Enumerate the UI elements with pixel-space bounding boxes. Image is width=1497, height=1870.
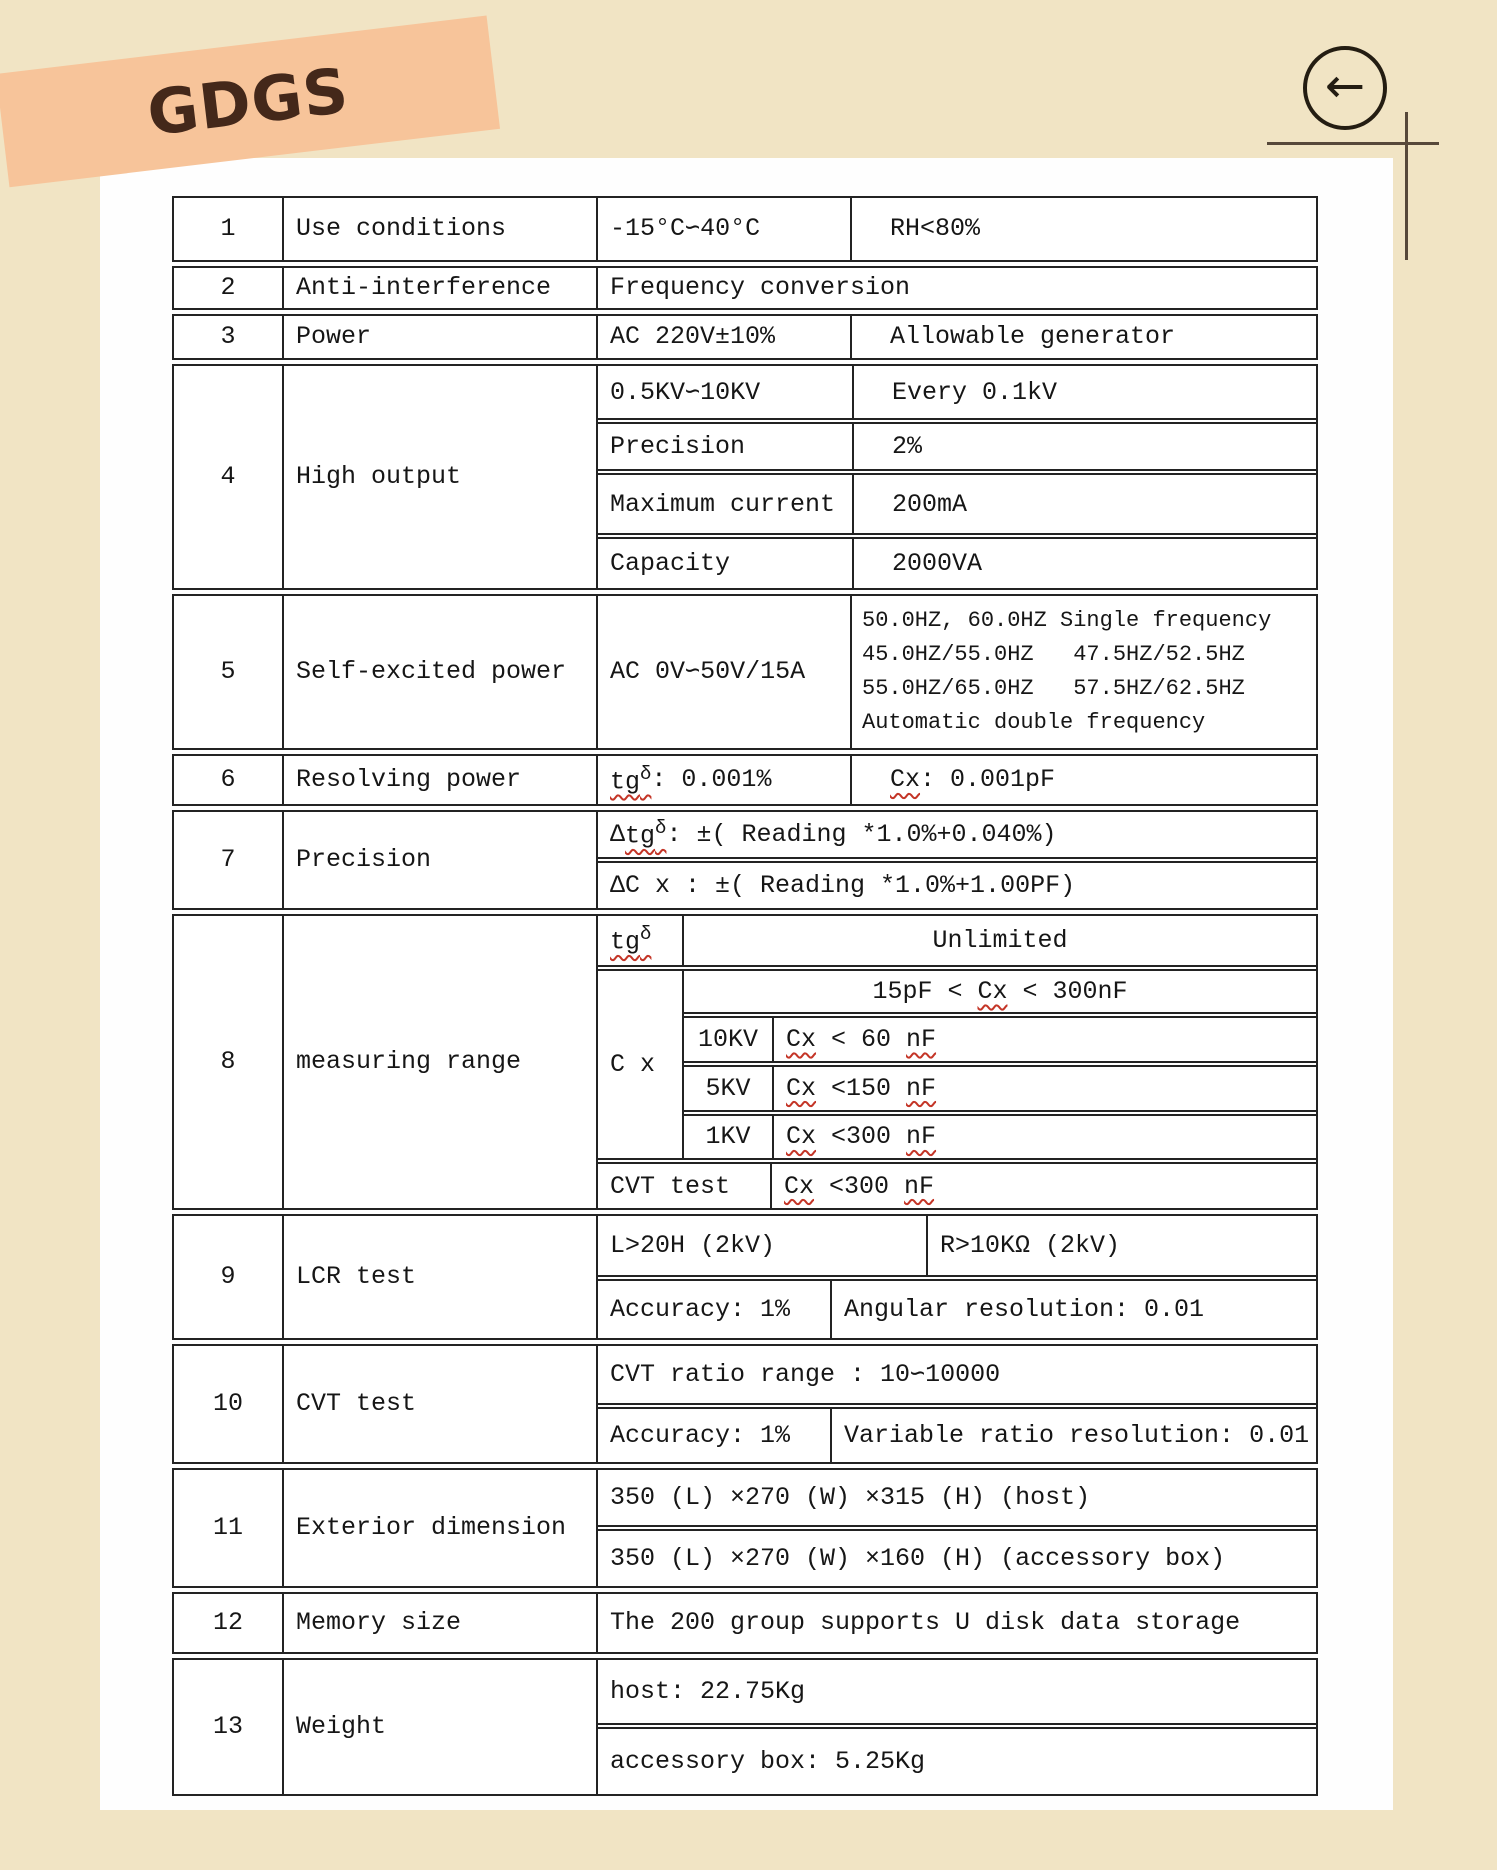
row10-accuracy: Accuracy: 1% bbox=[610, 1420, 791, 1450]
row-high-output bbox=[172, 364, 1318, 590]
row11-host-dimension: 350 (L) ×270 (W) ×315 (H) (host) bbox=[610, 1482, 1091, 1512]
row13-number: 13 bbox=[212, 1712, 243, 1742]
row9-accuracy: Accuracy: 1% bbox=[610, 1294, 791, 1324]
row4-current-value: 200mA bbox=[852, 475, 1316, 533]
row-weight bbox=[172, 1658, 1318, 1796]
row4-precision-value: 2% bbox=[852, 424, 1316, 469]
row1-humidity: RH<80% bbox=[850, 198, 1316, 260]
row10-number: 10 bbox=[212, 1389, 243, 1419]
row13-host-weight: host: 22.75Kg bbox=[610, 1676, 806, 1706]
row8-cx-overall-range: 15pF < Cx < 300nF bbox=[872, 977, 1128, 1007]
row3-supply: AC 220V±10% bbox=[596, 316, 850, 358]
row-memory-size bbox=[172, 1592, 1318, 1654]
row9-label: LCR test bbox=[282, 1216, 596, 1338]
back-arrow-icon: ← bbox=[1324, 58, 1366, 114]
row1-temperature: -15°C∽40°C bbox=[596, 198, 850, 260]
row8-number: 8 bbox=[220, 1047, 236, 1077]
row8-cvt-key: CVT test bbox=[610, 1171, 731, 1201]
row12-value: The 200 group supports U disk data storage bbox=[596, 1594, 1316, 1652]
row4-current-key: Maximum current bbox=[610, 489, 836, 519]
row11-subrows bbox=[596, 1470, 1316, 1586]
row4-capacity-value: 2000VA bbox=[852, 539, 1316, 588]
row10-label: CVT test bbox=[282, 1346, 596, 1462]
row10-ratio-range: CVT ratio range : 10∽10000 bbox=[610, 1359, 1001, 1389]
row1-number: 1 bbox=[220, 214, 236, 244]
row5-frequency-line4: Automatic double frequency bbox=[862, 710, 1206, 736]
row4-subrows bbox=[596, 366, 1316, 588]
row8-5kv-key: 5KV bbox=[705, 1073, 751, 1103]
row8-cvt-value: Cx <300 nF bbox=[770, 1164, 1316, 1208]
row4-precision-key: Precision bbox=[610, 432, 746, 462]
row5-frequency-line1: 50.0HZ, 60.0HZ Single frequency bbox=[862, 608, 1272, 634]
row2-label: Anti-interference bbox=[282, 268, 596, 308]
row5-frequency-line3: 55.0HZ/65.0HZ 57.5HZ/62.5HZ bbox=[862, 676, 1245, 702]
crosshair-vertical-line bbox=[1405, 112, 1408, 260]
row-lcr-test bbox=[172, 1214, 1318, 1340]
row7-cx-precision: ΔC x : ±( Reading *1.0%+1.00PF) bbox=[610, 870, 1076, 900]
row6-number: 6 bbox=[220, 765, 236, 795]
row7-tg-precision: Δ $tg^\delta$ : ±( Reading *1.0%+0.040%) bbox=[610, 817, 1057, 851]
row-power bbox=[172, 314, 1318, 360]
row5-frequency-list bbox=[850, 596, 1316, 748]
row11-number: 11 bbox=[212, 1513, 243, 1543]
row5-label: Self-excited power bbox=[282, 596, 596, 748]
row8-cx-subrows bbox=[682, 971, 1316, 1158]
row5-supply: AC 0V∽50V/15A bbox=[596, 596, 850, 748]
row8-subrows bbox=[596, 916, 1316, 1208]
page-title: GDGS bbox=[143, 53, 353, 150]
row6-label: Resolving power bbox=[282, 756, 596, 804]
row4-range-key: 0.5KV∽10KV bbox=[610, 377, 761, 407]
row13-subrows bbox=[596, 1660, 1316, 1794]
row-measuring-range bbox=[172, 914, 1318, 1210]
row3-note: Allowable generator bbox=[850, 316, 1316, 358]
row1-label: Use conditions bbox=[282, 198, 596, 260]
row-precision bbox=[172, 810, 1318, 910]
row7-number: 7 bbox=[220, 845, 236, 875]
row2-value: Frequency conversion bbox=[596, 268, 1316, 308]
row10-ratio-resolution: Variable ratio resolution: 0.01 bbox=[830, 1409, 1316, 1462]
row2-number: 2 bbox=[220, 273, 236, 303]
row9-inductance: L>20H (2kV) bbox=[610, 1230, 776, 1260]
spec-table bbox=[172, 196, 1318, 1796]
row8-10kv-key: 10KV bbox=[697, 1024, 758, 1054]
row12-label: Memory size bbox=[282, 1594, 596, 1652]
row11-accessory-dimension: 350 (L) ×270 (W) ×160 (H) (accessory box) bbox=[610, 1543, 1226, 1573]
row8-cx-key: C x bbox=[610, 1050, 656, 1080]
row3-label: Power bbox=[282, 316, 596, 358]
row13-accessory-weight: accessory box: 5.25Kg bbox=[610, 1746, 926, 1776]
row8-label: measuring range bbox=[282, 916, 596, 1208]
row4-capacity-key: Capacity bbox=[610, 549, 731, 578]
row6-cx-resolution: Cx : 0.001pF bbox=[850, 756, 1316, 804]
row13-label: Weight bbox=[282, 1660, 596, 1794]
row9-subrows bbox=[596, 1216, 1316, 1338]
row7-label: Precision bbox=[282, 812, 596, 908]
row7-subrows bbox=[596, 812, 1316, 908]
back-button[interactable] bbox=[1303, 46, 1387, 130]
row-cvt-test bbox=[172, 1344, 1318, 1464]
row-use-conditions bbox=[172, 196, 1318, 262]
row8-10kv-value: Cx < 60 nF bbox=[772, 1018, 1316, 1061]
row8-1kv-key: 1KV bbox=[705, 1122, 751, 1152]
row11-label: Exterior dimension bbox=[282, 1470, 596, 1586]
row10-subrows bbox=[596, 1346, 1316, 1462]
row-anti-interference bbox=[172, 266, 1318, 310]
row3-number: 3 bbox=[220, 322, 236, 352]
row4-number: 4 bbox=[220, 462, 236, 492]
crosshair-horizontal-line bbox=[1267, 142, 1439, 145]
row8-tg-value: Unlimited bbox=[682, 916, 1316, 965]
row8-tg-key: $tg^\delta$ bbox=[610, 923, 652, 957]
row8-5kv-value: Cx <150 nF bbox=[772, 1067, 1316, 1110]
row8-1kv-value: Cx <300 nF bbox=[772, 1116, 1316, 1159]
row4-label: High output bbox=[282, 366, 596, 588]
row-resolving-power bbox=[172, 754, 1318, 806]
row-self-excited-power bbox=[172, 594, 1318, 750]
row5-frequency-line2: 45.0HZ/55.0HZ 47.5HZ/52.5HZ bbox=[862, 642, 1245, 668]
row9-angular-resolution: Angular resolution: 0.01 bbox=[830, 1281, 1316, 1338]
row5-number: 5 bbox=[220, 657, 236, 687]
row9-resistance: R>10KΩ (2kV) bbox=[926, 1216, 1316, 1275]
row4-range-value: Every 0.1kV bbox=[852, 366, 1316, 418]
row9-number: 9 bbox=[220, 1262, 236, 1292]
row6-tg-resolution: $tg^\delta$ : 0.001% bbox=[596, 756, 850, 804]
row12-number: 12 bbox=[212, 1608, 243, 1638]
row-exterior-dimension bbox=[172, 1468, 1318, 1588]
